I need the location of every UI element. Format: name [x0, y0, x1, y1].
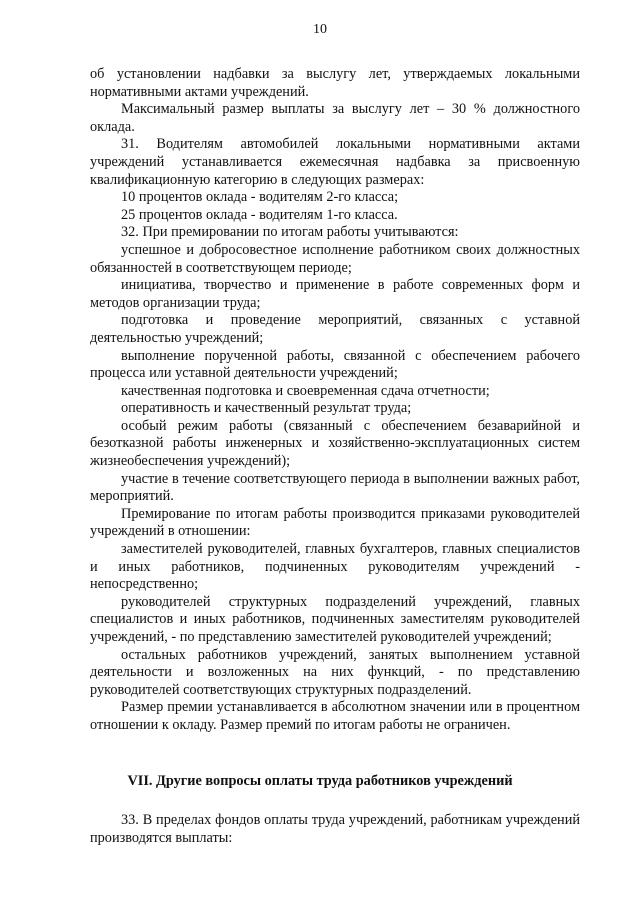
- paragraph: заместителей руководителей, главных бухгалтеров, главных специалистов и иных работников, подчиненных руководителям учреждений - непосредственно;: [90, 541, 580, 593]
- paragraph: Размер премии устанавливается в абсолютном значении или в процентном отношении к окладу. Размер премий по итогам работы не ограничен.: [90, 699, 580, 733]
- paragraph: выполнение порученной работы, связанной с обеспечением рабочего процесса или уставной деятельности учреждений;: [90, 347, 580, 382]
- paragraph: инициатива, творчество и применение в работе современных форм и методов организации труда;: [90, 277, 580, 311]
- paragraph: оперативность и качественный результат труда;: [121, 400, 412, 417]
- paragraph: подготовка и проведение мероприятий, связанных с уставной деятельностью учреждений;: [90, 312, 580, 346]
- page-number: 10: [313, 22, 327, 37]
- paragraph: 10 процентов оклада - водителям 2-го класса;: [121, 189, 399, 206]
- paragraph: 33. В пределах фондов оплаты труда учреждений, работникам учреждений производятся выплаты:: [90, 812, 580, 846]
- paragraph: участие в течение соответствующего периода в выполнении важных работ, мероприятий.: [90, 470, 580, 505]
- paragraph: остальных работников учреждений, занятых выполнением уставной деятельности и возложенных на них функций, - по представлению руководителей соответствующих структурных подразделений.: [90, 646, 580, 698]
- body-text: [90, 66, 580, 735]
- section-heading: VII. Другие вопросы оплаты труда работников учреждений: [127, 773, 513, 789]
- paragraph: качественная подготовка и своевременная сдача отчетности;: [121, 382, 490, 399]
- paragraph: руководителей структурных подразделений учреждений, главных специалистов и иных работников, подчиненных заместителям руководителей учреждений, - по представлению заместителей руководителей учреждений;: [90, 593, 580, 645]
- paragraph: 32. При премировании по итогам работы учитываются:: [121, 224, 459, 241]
- paragraph: 25 процентов оклада - водителям 1-го класса.: [121, 206, 398, 223]
- paragraph: Премирование по итогам работы производится приказами руководителей учреждений в отношении:: [90, 505, 580, 540]
- paragraph: 31. Водителям автомобилей локальными нормативными актами учреждений устанавливается ежемесячная надбавка за присвоенную квалификационную категорию в следующих размерах:: [90, 136, 580, 188]
- paragraph: об установлении надбавки за выслугу лет, утверждаемых локальными нормативными актами учреждений.: [90, 66, 580, 100]
- paragraph: особый режим работы (связанный с обеспечением безаварийной и безотказной работы инженерных и хозяйственно-эксплуатационных систем жизнеобеспечения учреждений);: [90, 417, 580, 470]
- body-text-tail: [90, 812, 580, 847]
- paragraph: Максимальный размер выплаты за выслугу лет – 30 % должностного оклада.: [90, 101, 580, 135]
- paragraph: успешное и добросовестное исполнение работником своих должностных обязанностей в соответствующем периоде;: [90, 241, 580, 276]
